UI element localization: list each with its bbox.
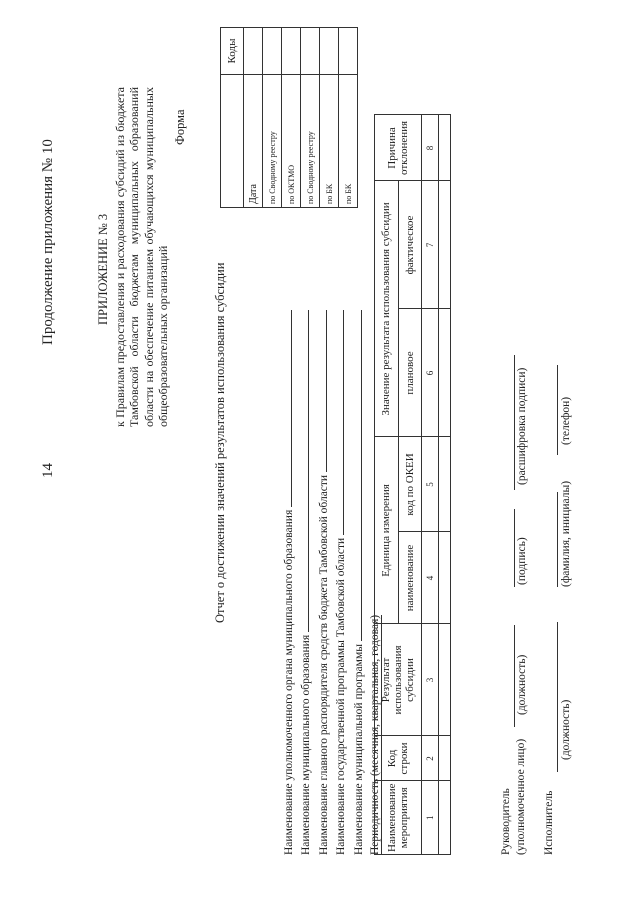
codes-row-value [320, 28, 339, 75]
field-fill-line[interactable] [326, 310, 327, 472]
field-label: Наименование муниципальной программы [352, 644, 365, 855]
field-municipal-program[interactable] [347, 310, 365, 855]
periodicity-label: Периодичность (месячная, квартальная, годовая) [369, 614, 381, 855]
field-fill-line[interactable] [361, 310, 362, 641]
column-number: 1 [422, 781, 439, 855]
col-header-planned: плановое [398, 309, 422, 437]
column-number: 4 [422, 532, 439, 624]
field-chief-administrator[interactable] [312, 310, 330, 855]
col-header-reason: Причина отклонения [375, 115, 422, 181]
col-header-value: Значение результата использования субсидии [375, 181, 399, 437]
field-label: Наименование уполномоченного органа муниципального образования [282, 509, 295, 855]
col-header-code: Код строки [375, 736, 422, 781]
column-number: 7 [422, 181, 439, 309]
col-header-event: Наименование мероприятия [375, 781, 422, 855]
table-row [439, 115, 451, 855]
codes-row-value [282, 28, 301, 75]
field-state-program[interactable] [330, 310, 348, 855]
codes-row-label: по Сводному реестру [263, 75, 282, 208]
table-cell[interactable] [439, 181, 451, 309]
field-municipality[interactable] [295, 310, 313, 855]
codes-table [220, 27, 358, 208]
form-label: Форма [173, 109, 187, 145]
col-header-unit-name: наименование [398, 532, 422, 624]
head-label-sub: (уполномоченное лицо) [515, 738, 527, 855]
executor-phone-hint: (телефон) [560, 396, 572, 445]
codes-row-value [339, 28, 358, 75]
table-cell[interactable] [439, 115, 451, 181]
head-decoding-hint: (расшифровка подписи) [516, 367, 528, 485]
codes-row-value [263, 28, 282, 75]
executor-position-line[interactable] [557, 622, 558, 772]
column-number: 3 [422, 624, 439, 736]
results-table [374, 114, 451, 855]
table-cell[interactable] [439, 781, 451, 855]
executor-name-line[interactable] [557, 492, 558, 587]
executor-label: Исполнитель [543, 790, 555, 855]
table-cell[interactable] [439, 736, 451, 781]
field-label: Наименование главного распорядителя средств бюджета Тамбовской области [317, 474, 330, 855]
codes-row-label: по Сводному реестру [301, 75, 320, 208]
codes-date-label: Дата [244, 75, 263, 208]
head-decoding-line[interactable] [514, 355, 515, 490]
column-number: 5 [422, 437, 439, 532]
field-label: Наименование государственной программы Тамбовской области [335, 537, 347, 855]
table-cell[interactable] [439, 437, 451, 532]
table-cell[interactable] [439, 532, 451, 624]
field-label: Наименование муниципального образования [300, 634, 312, 855]
field-fill-line[interactable] [291, 310, 292, 507]
table-cell[interactable] [439, 624, 451, 736]
appendix-text: к Правилам предоставления и расходования субсидий из бюджета Тамбовской области бюджетам муниципальных образований области на обеспечение питанием обучающихся муниципальных общеобразовательных организаций [113, 87, 170, 427]
field-fill-line[interactable] [308, 310, 309, 632]
col-header-actual: фактическое [398, 181, 422, 309]
codes-row-label: по БК [339, 75, 358, 208]
codes-header: Коды [221, 28, 244, 75]
continuation-heading: Продолжение приложения № 10 [40, 139, 56, 345]
column-number: 8 [422, 115, 439, 181]
column-number: 6 [422, 309, 439, 437]
col-header-unit-okei: код по ОКЕИ [398, 437, 422, 532]
codes-row-label: по ОКТМО [282, 75, 301, 208]
executor-position-hint: (должность) [560, 699, 572, 760]
col-header-result: Результат использования субсидии [375, 624, 422, 736]
head-position-hint: (должность) [516, 654, 528, 715]
report-fields [277, 310, 382, 855]
appendix-title: ПРИЛОЖЕНИЕ № 3 [96, 213, 110, 325]
head-signature-line[interactable] [514, 509, 515, 587]
head-position-line[interactable] [514, 625, 515, 727]
report-title: Отчет о достижении значений результатов использования субсидии [213, 262, 227, 623]
executor-phone-line[interactable] [557, 365, 558, 455]
executor-name-hint: (фамилия, инициалы) [560, 480, 572, 587]
codes-date-value [244, 28, 263, 75]
codes-row-value [301, 28, 320, 75]
head-label: Руководитель [500, 788, 512, 855]
field-authority[interactable] [277, 310, 295, 855]
col-header-unit: Единица измерения [375, 437, 399, 624]
codes-row-label: по БК [320, 75, 339, 208]
table-cell[interactable] [439, 309, 451, 437]
head-signature-hint: (подпись) [516, 537, 528, 585]
field-fill-line[interactable] [343, 310, 344, 535]
column-number: 2 [422, 736, 439, 781]
page-number: 14 [40, 463, 56, 478]
